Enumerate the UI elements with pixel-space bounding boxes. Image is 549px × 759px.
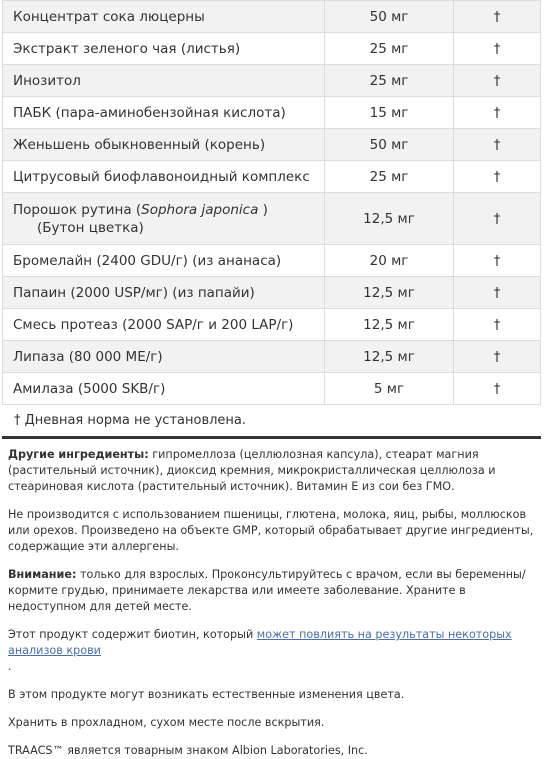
ingredient-amount: 25 мг (325, 161, 454, 193)
ingredient-name: Амилаза (5000 SKB/г) (3, 373, 325, 405)
other-ingredients-label: Другие ингредиенты: (8, 448, 149, 461)
ingredient-name (3, 193, 325, 245)
ingredient-name: Папаин (2000 USP/мг) (из папайи) (3, 277, 325, 309)
table-row (3, 245, 541, 277)
trademark-note: TRAACS™ является товарным знаком Albion Laboratories, Inc. (8, 744, 368, 757)
table-row (3, 33, 541, 65)
biotin-notice (8, 627, 541, 675)
table-row (3, 161, 541, 193)
ingredient-amount: 25 мг (325, 33, 454, 65)
storage-note: Хранить в прохладном, сухом месте после вскрытия. (8, 716, 325, 729)
daily-value: † (454, 129, 541, 161)
daily-value: † (454, 341, 541, 373)
daily-value: † (454, 65, 541, 97)
color-note: В этом продукте могут возникать естественные изменения цвета. (8, 688, 405, 701)
warning (8, 567, 541, 615)
table-row (3, 129, 541, 161)
ingredient-amount: 15 мг (325, 97, 454, 129)
supplement-table (2, 0, 541, 405)
allergen-statement: Не производится с использованием пшеницы, глютена, молока, яиц, рыбы, моллюсков или орехов. Произведено на объекте GMP, который обрабатывает другие ингредиенты, содержащие эти аллергены. (8, 508, 534, 553)
ingredient-name: ПАБК (пара-аминобензойная кислота) (3, 97, 325, 129)
table-row (3, 277, 541, 309)
daily-value: † (454, 1, 541, 33)
ingredient-amount: 12,5 мг (325, 277, 454, 309)
daily-value: † (454, 277, 541, 309)
daily-value-footnote: † Дневная норма не установлена. (2, 405, 541, 439)
table-row (3, 193, 541, 245)
biotin-link[interactable]: может повлиять на результаты некоторых анализов крови (8, 628, 512, 657)
warning-label: Внимание: (8, 568, 77, 581)
ingredient-amount: 50 мг (325, 1, 454, 33)
rutin-prefix: Порошок рутина ( (13, 201, 142, 218)
ingredient-name: Липаза (80 000 МЕ/г) (3, 341, 325, 373)
ingredient-amount: 50 мг (325, 129, 454, 161)
rutin-latin: Sophora japonica (141, 201, 259, 218)
daily-value: † (454, 161, 541, 193)
table-row (3, 373, 541, 405)
ingredient-name: Экстракт зеленого чая (листья) (3, 33, 325, 65)
ingredient-name: Цитрусовый биофлавоноидный комплекс (3, 161, 325, 193)
table-row (3, 1, 541, 33)
table-row (3, 341, 541, 373)
product-info (0, 439, 549, 759)
other-ingredients-text: гипромеллоза (целлюлозная капсула), стеарат магния (растительный источник), диоксид кремния, микрокристаллическая целлюлоза и стеариновая кислота (растительный источник). Витамин E из сои без ГМО. (8, 448, 496, 493)
daily-value: † (454, 193, 541, 245)
ingredient-name: Смесь протеаз (2000 SAP/г и 200 LAP/г) (3, 309, 325, 341)
ingredient-name: Бромелайн (2400 GDU/г) (из ананаса) (3, 245, 325, 277)
table-row (3, 65, 541, 97)
ingredient-amount: 12,5 мг (325, 193, 454, 245)
ingredient-name: Инозитол (3, 65, 325, 97)
biotin-end: . (8, 660, 12, 673)
ingredient-amount: 5 мг (325, 373, 454, 405)
ingredient-name: Концентрат сока люцерны (3, 1, 325, 33)
ingredient-amount: 25 мг (325, 65, 454, 97)
rutin-sub: (Бутон цветка) (37, 219, 144, 236)
ingredient-amount: 20 мг (325, 245, 454, 277)
ingredient-name: Женьшень обыкновенный (корень) (3, 129, 325, 161)
daily-value: † (454, 373, 541, 405)
daily-value: † (454, 97, 541, 129)
warning-text: только для взрослых. Проконсультируйтесь с врачом, если вы беременны/кормите грудью, принимаете лекарства или имеете заболевание. Храните в недоступном для детей месте. (8, 568, 526, 613)
ingredient-amount: 12,5 мг (325, 341, 454, 373)
biotin-text: Этот продукт содержит биотин, который (8, 628, 257, 641)
other-ingredients (8, 447, 541, 495)
ingredient-amount: 12,5 мг (325, 309, 454, 341)
table-row (3, 309, 541, 341)
daily-value: † (454, 309, 541, 341)
daily-value: † (454, 33, 541, 65)
table-row (3, 97, 541, 129)
rutin-suffix: ) (262, 201, 268, 218)
daily-value: † (454, 245, 541, 277)
